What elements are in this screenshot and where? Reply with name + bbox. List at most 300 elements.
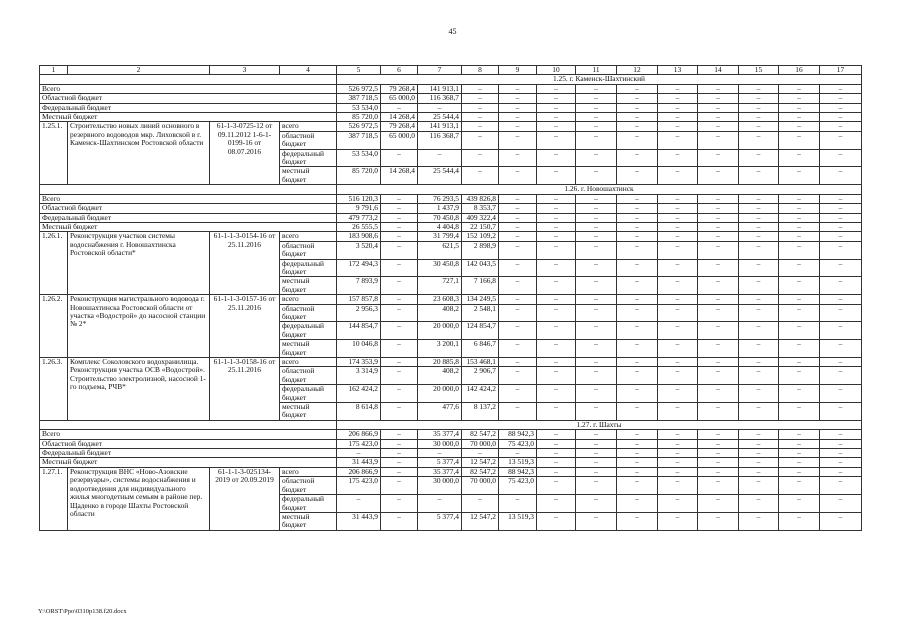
value-cell: – [739,113,779,122]
value-cell: 30 450,8 [418,259,462,277]
summary-label: Местный бюджет [40,113,337,122]
value-cell: 4 404,8 [418,222,462,231]
value-cell: 70 000,0 [462,439,499,448]
value-cell: – [617,512,658,530]
value-cell: – [499,204,537,213]
value-cell: – [658,259,698,277]
value-cell: – [381,304,418,322]
value-cell: – [658,304,698,322]
value-cell: – [658,94,698,103]
value-cell: 20 000,0 [418,322,462,340]
value-cell: – [658,322,698,340]
value-cell: – [820,122,862,131]
value-cell: 183 908,6 [337,232,381,241]
summary-row [40,113,862,122]
value-cell: – [576,94,617,103]
value-cell: – [820,232,862,241]
value-cell: – [779,149,820,167]
value-cell: 75 423,0 [499,439,537,448]
value-cell: – [462,94,499,103]
value-cell: – [820,495,862,513]
value-cell: 175 423,0 [337,439,381,448]
value-cell: – [381,449,418,458]
file-path-footer: Y:\ORST\Ppo\0310p138.f20.docx [38,608,127,615]
value-cell: – [658,84,698,93]
value-cell: – [617,167,658,185]
value-cell: – [698,241,739,259]
project-code: 61-1-1-3-025134-2019 от 20.09.2019 [210,467,280,530]
value-cell: – [462,131,499,149]
value-cell: – [537,122,576,131]
value-cell: – [576,295,617,304]
value-cell: – [537,232,576,241]
value-cell: – [499,277,537,295]
value-cell: 727,1 [418,277,462,295]
project-code: 61-1-1-3-0158-16 от 25.11.2016 [210,358,280,421]
value-cell: – [576,84,617,93]
summary-label: Федеральный бюджет [40,103,337,112]
funding-type: местный бюджет [280,340,337,358]
summary-label: Областной бюджет [40,94,337,103]
value-cell: – [499,259,537,277]
value-cell: – [537,167,576,185]
value-cell: – [499,495,537,513]
value-cell: – [381,477,418,495]
value-cell: – [381,467,418,476]
section-title-row [40,75,862,84]
value-cell: – [537,149,576,167]
funding-type: всего [280,232,337,241]
value-cell: – [617,439,658,448]
value-cell: 142 043,5 [462,259,499,277]
value-cell: 5 377,4 [418,512,462,530]
value-cell: – [698,385,739,403]
value-cell: – [576,304,617,322]
value-cell: – [739,458,779,467]
value-cell: – [462,122,499,131]
value-cell: – [658,458,698,467]
column-number: 4 [280,66,337,75]
project-name: Комплекс Соколовского водохранилища. Реконструкция участка ОСВ «Водострой». Строительство электролизной, насосной 1-го подъема, РЧВ* [68,358,210,421]
value-cell: – [537,367,576,385]
value-cell: – [739,122,779,131]
value-cell: – [576,449,617,458]
value-cell: – [499,232,537,241]
value-cell: – [698,194,739,203]
value-cell: – [499,295,537,304]
value-cell: – [698,232,739,241]
value-cell: – [698,113,739,122]
value-cell: 25 544,4 [418,167,462,185]
value-cell: – [537,304,576,322]
value-cell: – [617,430,658,439]
value-cell: – [617,367,658,385]
value-cell: – [381,322,418,340]
value-cell: – [381,430,418,439]
value-cell: – [658,358,698,367]
value-cell: – [698,103,739,112]
project-row [40,232,862,241]
value-cell: – [576,241,617,259]
value-cell: – [381,222,418,231]
value-cell: – [658,241,698,259]
value-cell: – [698,495,739,513]
value-cell: – [537,458,576,467]
value-cell: – [537,113,576,122]
value-cell: – [576,403,617,421]
value-cell: – [739,512,779,530]
value-cell: 141 913,1 [418,122,462,131]
value-cell: – [658,167,698,185]
value-cell: – [658,495,698,513]
value-cell: – [381,385,418,403]
value-cell: – [658,467,698,476]
value-cell: 152 109,2 [462,232,499,241]
value-cell: – [820,477,862,495]
value-cell: – [576,149,617,167]
value-cell: – [617,222,658,231]
value-cell: – [617,204,658,213]
summary-label: Всего [40,430,337,439]
value-cell: – [617,449,658,458]
value-cell: – [739,304,779,322]
value-cell: – [820,385,862,403]
column-number: 17 [820,66,862,75]
value-cell: 22 150,7 [462,222,499,231]
section-title: 1.25. г. Каменск-Шахтинский [337,75,862,84]
value-cell: 53 534,0 [337,149,381,167]
value-cell: – [698,204,739,213]
value-cell: 175 423,0 [337,477,381,495]
value-cell: – [698,122,739,131]
value-cell: – [779,439,820,448]
value-cell: – [537,322,576,340]
value-cell: – [499,403,537,421]
column-number-row [40,66,862,75]
value-cell: – [499,222,537,231]
value-cell: – [698,458,739,467]
value-cell: 1 437,9 [418,204,462,213]
value-cell: – [381,295,418,304]
value-cell: – [658,295,698,304]
value-cell: – [381,340,418,358]
value-cell: – [617,113,658,122]
summary-row [40,222,862,231]
value-cell: – [739,449,779,458]
value-cell: 85 720,0 [337,113,381,122]
value-cell: – [779,295,820,304]
value-cell: 142 424,2 [462,385,499,403]
value-cell: – [576,277,617,295]
value-cell: – [739,222,779,231]
value-cell: – [537,430,576,439]
funding-type: местный бюджет [280,512,337,530]
value-cell: – [779,204,820,213]
value-cell: 124 854,7 [462,322,499,340]
value-cell: – [739,194,779,203]
summary-label: Федеральный бюджет [40,213,337,222]
value-cell: – [576,204,617,213]
value-cell: 14 268,4 [381,167,418,185]
value-cell: – [462,495,499,513]
value-cell: 30 000,0 [418,439,462,448]
summary-row [40,439,862,448]
value-cell: – [779,467,820,476]
value-cell: – [820,295,862,304]
value-cell: – [820,259,862,277]
value-cell: – [381,194,418,203]
value-cell: – [337,495,381,513]
value-cell: – [779,222,820,231]
summary-label: Местный бюджет [40,222,337,231]
project-number: 1.26.1. [40,232,68,295]
value-cell: – [658,103,698,112]
value-cell: – [779,358,820,367]
value-cell: – [537,194,576,203]
summary-row [40,449,862,458]
value-cell: 12 547,2 [462,512,499,530]
value-cell: – [658,277,698,295]
value-cell: – [499,340,537,358]
column-number: 8 [462,66,499,75]
value-cell: 134 249,5 [462,295,499,304]
value-cell: – [658,430,698,439]
value-cell: – [698,403,739,421]
value-cell: – [499,241,537,259]
column-number: 15 [739,66,779,75]
value-cell: – [576,232,617,241]
value-cell: – [617,149,658,167]
value-cell: 12 547,2 [462,458,499,467]
value-cell: – [576,439,617,448]
value-cell: – [499,194,537,203]
value-cell: 20 885,8 [418,358,462,367]
value-cell: 9 791,6 [337,204,381,213]
value-cell: – [418,149,462,167]
value-cell: – [576,430,617,439]
value-cell: – [820,241,862,259]
value-cell: – [617,385,658,403]
value-cell: – [698,277,739,295]
value-cell: – [658,131,698,149]
project-name: Реконструкция магистрального водовода г. Новошахтинска Ростовской области от участка «Водострой» до насосной станции № 2* [68,295,210,358]
value-cell: – [658,403,698,421]
value-cell: – [537,94,576,103]
value-cell: – [779,430,820,439]
project-row [40,467,862,476]
value-cell: 82 547,2 [462,467,499,476]
value-cell: – [617,458,658,467]
value-cell: – [779,449,820,458]
value-cell: – [499,167,537,185]
value-cell: 8 614,8 [337,403,381,421]
value-cell: – [617,241,658,259]
value-cell: – [820,84,862,93]
value-cell: – [576,122,617,131]
value-cell: – [658,113,698,122]
value-cell: – [698,259,739,277]
project-number: 1.27.1. [40,467,68,530]
project-row [40,295,862,304]
value-cell: 408,2 [418,304,462,322]
value-cell: – [381,367,418,385]
value-cell: – [779,113,820,122]
value-cell: 70 000,0 [462,477,499,495]
value-cell: – [381,259,418,277]
value-cell: – [462,113,499,122]
value-cell: – [537,295,576,304]
value-cell: – [739,495,779,513]
value-cell: – [576,385,617,403]
value-cell: – [499,84,537,93]
column-number: 5 [337,66,381,75]
value-cell: – [576,213,617,222]
value-cell: – [617,194,658,203]
value-cell: – [820,340,862,358]
column-number: 11 [576,66,617,75]
value-cell: – [381,277,418,295]
value-cell: 7 166,8 [462,277,499,295]
value-cell: – [739,84,779,93]
value-cell: – [779,304,820,322]
project-number: 1.26.2. [40,295,68,358]
value-cell: – [739,213,779,222]
value-cell: – [658,204,698,213]
value-cell: – [739,149,779,167]
value-cell: 621,5 [418,241,462,259]
value-cell: 387 718,5 [337,131,381,149]
value-cell: 79 268,4 [381,122,418,131]
value-cell: – [537,213,576,222]
value-cell: – [381,213,418,222]
value-cell: 31 443,9 [337,458,381,467]
value-cell: 3 520,4 [337,241,381,259]
value-cell: – [576,340,617,358]
value-cell: – [739,295,779,304]
value-cell: – [820,213,862,222]
value-cell: 479 773,2 [337,213,381,222]
value-cell: 144 854,7 [337,322,381,340]
value-cell: – [658,340,698,358]
value-cell: – [337,449,381,458]
value-cell: – [499,94,537,103]
value-cell: – [537,512,576,530]
funding-type: областной бюджет [280,304,337,322]
summary-label: Областной бюджет [40,204,337,213]
value-cell: – [820,194,862,203]
value-cell: – [779,495,820,513]
value-cell: 206 866,9 [337,430,381,439]
project-name: Строительство новых линий основного в резервного водоводов мкр. Лиховской в г. Каменск-Шахтинском Ростовской области [68,122,210,185]
project-code: 61-1-1-3-0157-16 от 25.11.2016 [210,295,280,358]
column-number: 12 [617,66,658,75]
value-cell: – [418,449,462,458]
column-number: 2 [68,66,210,75]
summary-row [40,194,862,203]
value-cell: – [617,467,658,476]
column-number: 13 [658,66,698,75]
funding-type: федеральный бюджет [280,495,337,513]
section-title: 1.27. г. Шахты [337,420,862,429]
project-code: 61-1-1-3-0154-16 от 25.11.2016 [210,232,280,295]
value-cell: – [462,149,499,167]
value-cell: – [698,340,739,358]
value-cell: 13 519,3 [499,458,537,467]
value-cell: 387 718,5 [337,94,381,103]
value-cell: – [499,367,537,385]
value-cell: – [617,94,658,103]
value-cell: 141 913,1 [418,84,462,93]
funding-type: местный бюджет [280,403,337,421]
value-cell: – [820,167,862,185]
value-cell: – [820,222,862,231]
column-number: 3 [210,66,280,75]
value-cell: – [779,367,820,385]
value-cell: – [779,94,820,103]
value-cell: 76 293,5 [418,194,462,203]
value-cell: – [499,113,537,122]
value-cell: 30 000,0 [418,477,462,495]
funding-type: всего [280,467,337,476]
value-cell: 526 972,5 [337,122,381,131]
value-cell: – [820,439,862,448]
summary-row [40,458,862,467]
value-cell: – [537,358,576,367]
value-cell: – [698,131,739,149]
value-cell: – [381,495,418,513]
value-cell: – [779,277,820,295]
value-cell: – [617,477,658,495]
value-cell: – [820,131,862,149]
section-title: 1.26. г. Новошахтинск [337,185,862,194]
value-cell: – [537,241,576,259]
value-cell: – [698,439,739,448]
value-cell: – [779,213,820,222]
section-title-row [40,420,862,429]
value-cell: – [820,277,862,295]
value-cell: – [617,277,658,295]
value-cell: – [779,232,820,241]
value-cell: 8 137,2 [462,403,499,421]
page-number: 45 [448,27,457,36]
value-cell: 2 898,9 [462,241,499,259]
summary-row [40,94,862,103]
value-cell: 23 608,3 [418,295,462,304]
value-cell: – [698,94,739,103]
funding-type: федеральный бюджет [280,259,337,277]
column-number: 14 [698,66,739,75]
funding-type: областной бюджет [280,131,337,149]
value-cell: – [698,149,739,167]
value-cell: – [499,449,537,458]
project-name: Реконструкция участков системы водоснабжения г. Новошахтинска Ростовской области* [68,232,210,295]
value-cell: 526 972,5 [337,84,381,93]
project-code: 61-1-3-0725-12 от 09.11.2012 1-6-1-0199-16 от 08.07.2016 [210,122,280,185]
value-cell: – [739,103,779,112]
value-cell: – [576,322,617,340]
value-cell: 26 555,5 [337,222,381,231]
value-cell: – [617,213,658,222]
value-cell: – [820,103,862,112]
value-cell: – [499,131,537,149]
value-cell: 20 000,0 [418,385,462,403]
value-cell: 206 866,9 [337,467,381,476]
value-cell: – [499,322,537,340]
value-cell: – [576,259,617,277]
value-cell: 174 353,9 [337,358,381,367]
value-cell: – [499,103,537,112]
value-cell: – [617,295,658,304]
